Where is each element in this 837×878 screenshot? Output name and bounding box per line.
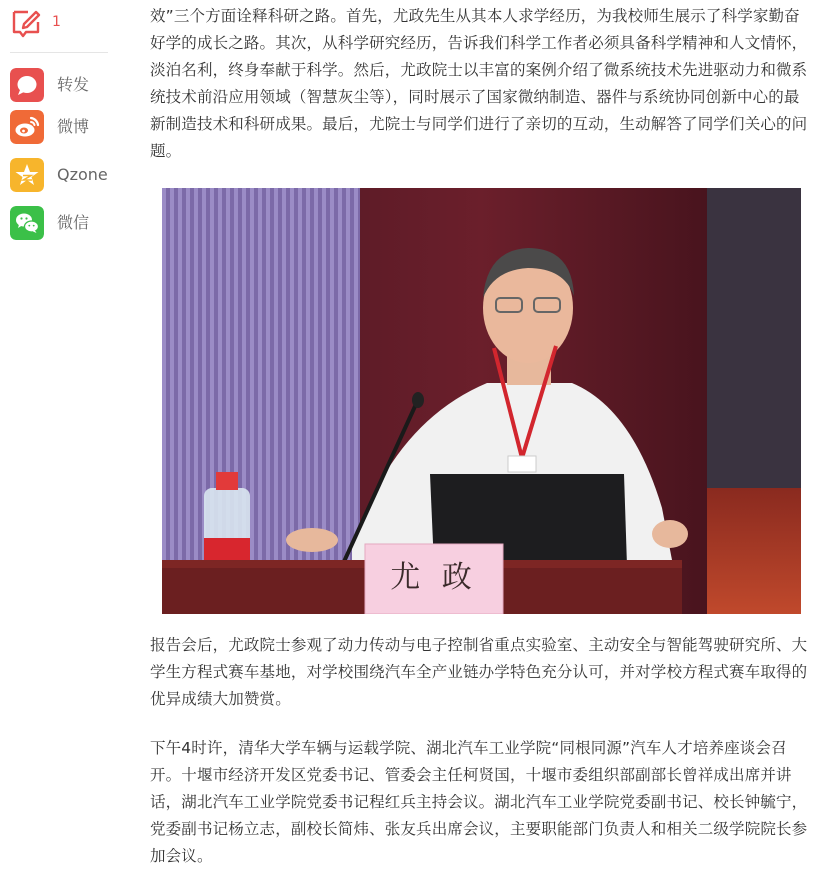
qzone-star-icon — [10, 158, 44, 192]
share-sidebar — [0, 0, 140, 878]
share-weibo-label: 微博 — [57, 117, 90, 136]
comment-edit-icon — [10, 6, 42, 38]
wechat-icon — [10, 206, 44, 240]
share-repost-button[interactable] — [10, 68, 140, 104]
speaker-nameplate: 尤 政 — [390, 560, 478, 595]
share-wechat-label: 微信 — [57, 213, 90, 232]
share-repost-label: 转发 — [57, 75, 90, 94]
comment-button[interactable] — [10, 6, 130, 50]
share-qzone-button[interactable] — [10, 158, 140, 194]
article-paragraph: 下午4时许，清华大学车辆与运载学院、湖北汽车工业学院“同根同源”汽车人才培养座谈会召开。十堰市经济开发区党委书记、管委会主任柯贤国，十堰市委组织部副部长曾祥成出席并讲话，湖北汽车工业学院党委书记程红兵主持会议。湖北汽车工业学院党委副书记、校长钟毓宁，党委副书记杨立志，副校长简炜、张友兵出席会议，主要职能部门负责人和相关二级学院院长参加会议。 — [150, 739, 808, 865]
share-weibo-button[interactable] — [10, 110, 140, 146]
comment-count: 1 — [52, 14, 61, 30]
article-paragraph: 效”三个方面诠释科研之路。首先，尤政先生从其本人求学经历，为我校师生展示了科学家勤奋好学的成长之路。其次，从科学研究经历，告诉我们科学工作者必须具备科学精神和人文情怀，淡泊名利，终身奉献于科学。然后，尤政院士以丰富的案例介绍了微系统技术先进驱动力和微系统技术前沿应用领域（智慧灰尘等），同时展示了国家微纳制造、器件与系统协同创新中心的最新制造技术和科研成果。最后，尤院士与同学们进行了亲切的互动，生动解答了同学们关心的问题。 — [150, 7, 808, 160]
chat-bubble-icon — [10, 68, 44, 102]
share-wechat-button[interactable] — [10, 206, 140, 242]
speaker-photo-illustration — [162, 188, 801, 614]
rail-divider — [10, 52, 108, 53]
weibo-icon — [10, 110, 44, 144]
article-paragraph: 报告会后，尤政院士参观了动力传动与电子控制省重点实验室、主动安全与智能驾驶研究所、大学生方程式赛车基地，对学校围绕汽车全产业链办学特色充分认可，并对学校方程式赛车取得的优异成绩大加赞赏。 — [150, 636, 808, 708]
share-qzone-label: Qzone — [57, 165, 108, 184]
speaker-photo — [162, 188, 801, 614]
